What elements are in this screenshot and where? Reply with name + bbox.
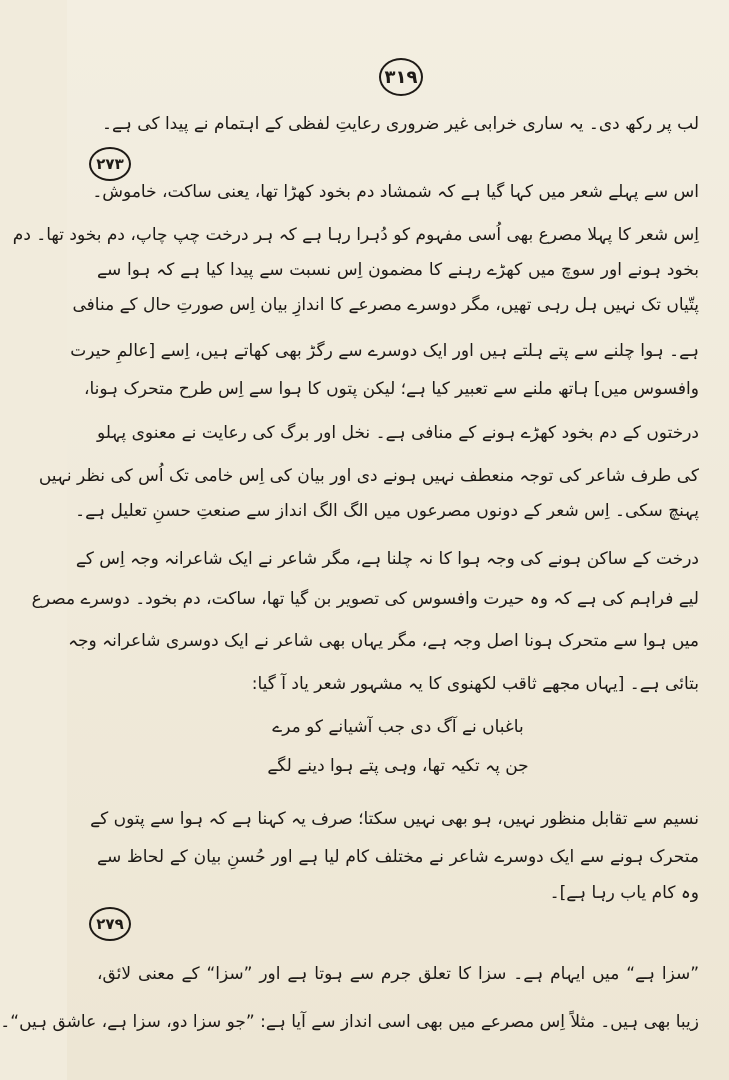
paragraph-line: وہ کام یاب رہا ہے]۔ [549, 883, 699, 903]
paragraph-line: پتّیاں تک نہیں ہل رہی تھیں، مگر دوسرے مصرعے کا اندازِ بیان اِس صورتِ حال کے منافی [72, 295, 699, 315]
paragraph-line: ”سزا ہے“ میں ایہام ہے۔ سزا کا تعلق جرم سے ہوتا ہے اور ”سزا“ کے معنی لائق، [97, 964, 699, 984]
paragraph-line: بخود ہونے اور سوچ میں کھڑے رہنے کا مضمون اِس نسبت سے پیدا کیا ہے کہ ہوا سے [97, 260, 699, 280]
paragraph-line: نسیم سے تقابل منظور نہیں، ہو بھی نہیں سکتا؛ صرف یہ کہنا ہے کہ ہوا سے پتوں کے [90, 809, 699, 829]
intro-line: لب پر رکھ دی۔ یہ ساری خرابی غیر ضروری رعایتِ لفظی کے اہتمام نے پیدا کی ہے۔ [101, 114, 699, 134]
paragraph-line: درخت کے ساکن ہونے کی وجہ ہوا کا نہ چلنا ہے، مگر شاعر نے ایک شاعرانہ وجہ اِس کے [75, 549, 699, 569]
paragraph-line: وافسوس میں] ہاتھ ملنے سے تعبیر کیا ہے؛ لیکن پتوں کا ہوا سے اِس طرح متحرک ہونا، [84, 379, 699, 399]
paragraph-line: اِس شعر کا پہلا مصرع بھی اُسی مفہوم کو دُہرا رہا ہے کہ ہر درخت چپ چاپ، دم بخود تھا۔ دم [12, 225, 699, 245]
paragraph-line: زیبا بھی ہیں۔ مثلاً اِس مصرعے میں بھی اسی انداز سے آیا ہے: ”جو سزا دو، سزا ہے، عاشق ہیں“۔ [0, 1012, 699, 1032]
page-number: ۳۱۹ [379, 58, 423, 96]
verse-line-1: باغباں نے آگ دی جب آشیانے کو مرے [272, 717, 524, 737]
reference-number-273: ۲۷۳ [89, 147, 131, 181]
paragraph-line: کی طرف شاعر کی توجہ منعطف نہیں ہونے دی اور بیان کی اِس خامی تک اُس کی نظر نہیں [38, 466, 699, 486]
paragraph-line: لیے فراہم کی ہے کہ وہ حیرت وافسوس کی تصویر بن گیا تھا، ساکت، دم بخود۔ دوسرے مصرع [31, 589, 699, 609]
paragraph-line: درختوں کے دم بخود کھڑے ہونے کے منافی ہے۔ نخل اور برگ کی رعایت نے معنوی پہلو [97, 423, 699, 443]
verse-line-2: جن پہ تکیہ تھا، وہی پتے ہوا دینے لگے [267, 756, 529, 776]
paragraph-line: متحرک ہونے سے ایک دوسرے شاعر نے مختلف کام لیا ہے اور حُسنِ بیان کے لحاظ سے [97, 847, 699, 867]
paragraph-line: بتائی ہے۔ [یہاں مجھے ثاقب لکھنوی کا یہ مشہور شعر یاد آ گیا: [251, 674, 699, 694]
paragraph-line: پہنچ سکی۔ اِس شعر کے دونوں مصرعوں میں الگ الگ انداز سے صنعتِ حسنِ تعلیل ہے۔ [75, 501, 699, 521]
reference-number-279: ۲۷۹ [89, 907, 131, 941]
paragraph-line: اس سے پہلے شعر میں کہا گیا ہے کہ شمشاد دم بخود کھڑا تھا، یعنی ساکت، خاموش۔ [92, 182, 699, 202]
paragraph-line: ہے۔ ہوا چلنے سے پتے ہلتے ہیں اور ایک دوسرے سے رگڑ بھی کھاتے ہیں، اِسے [عالمِ حیرت [70, 341, 699, 361]
paragraph-line: میں ہوا سے متحرک ہونا اصل وجہ ہے، مگر یہاں بھی شاعر نے ایک دوسری شاعرانہ وجہ [68, 631, 699, 651]
